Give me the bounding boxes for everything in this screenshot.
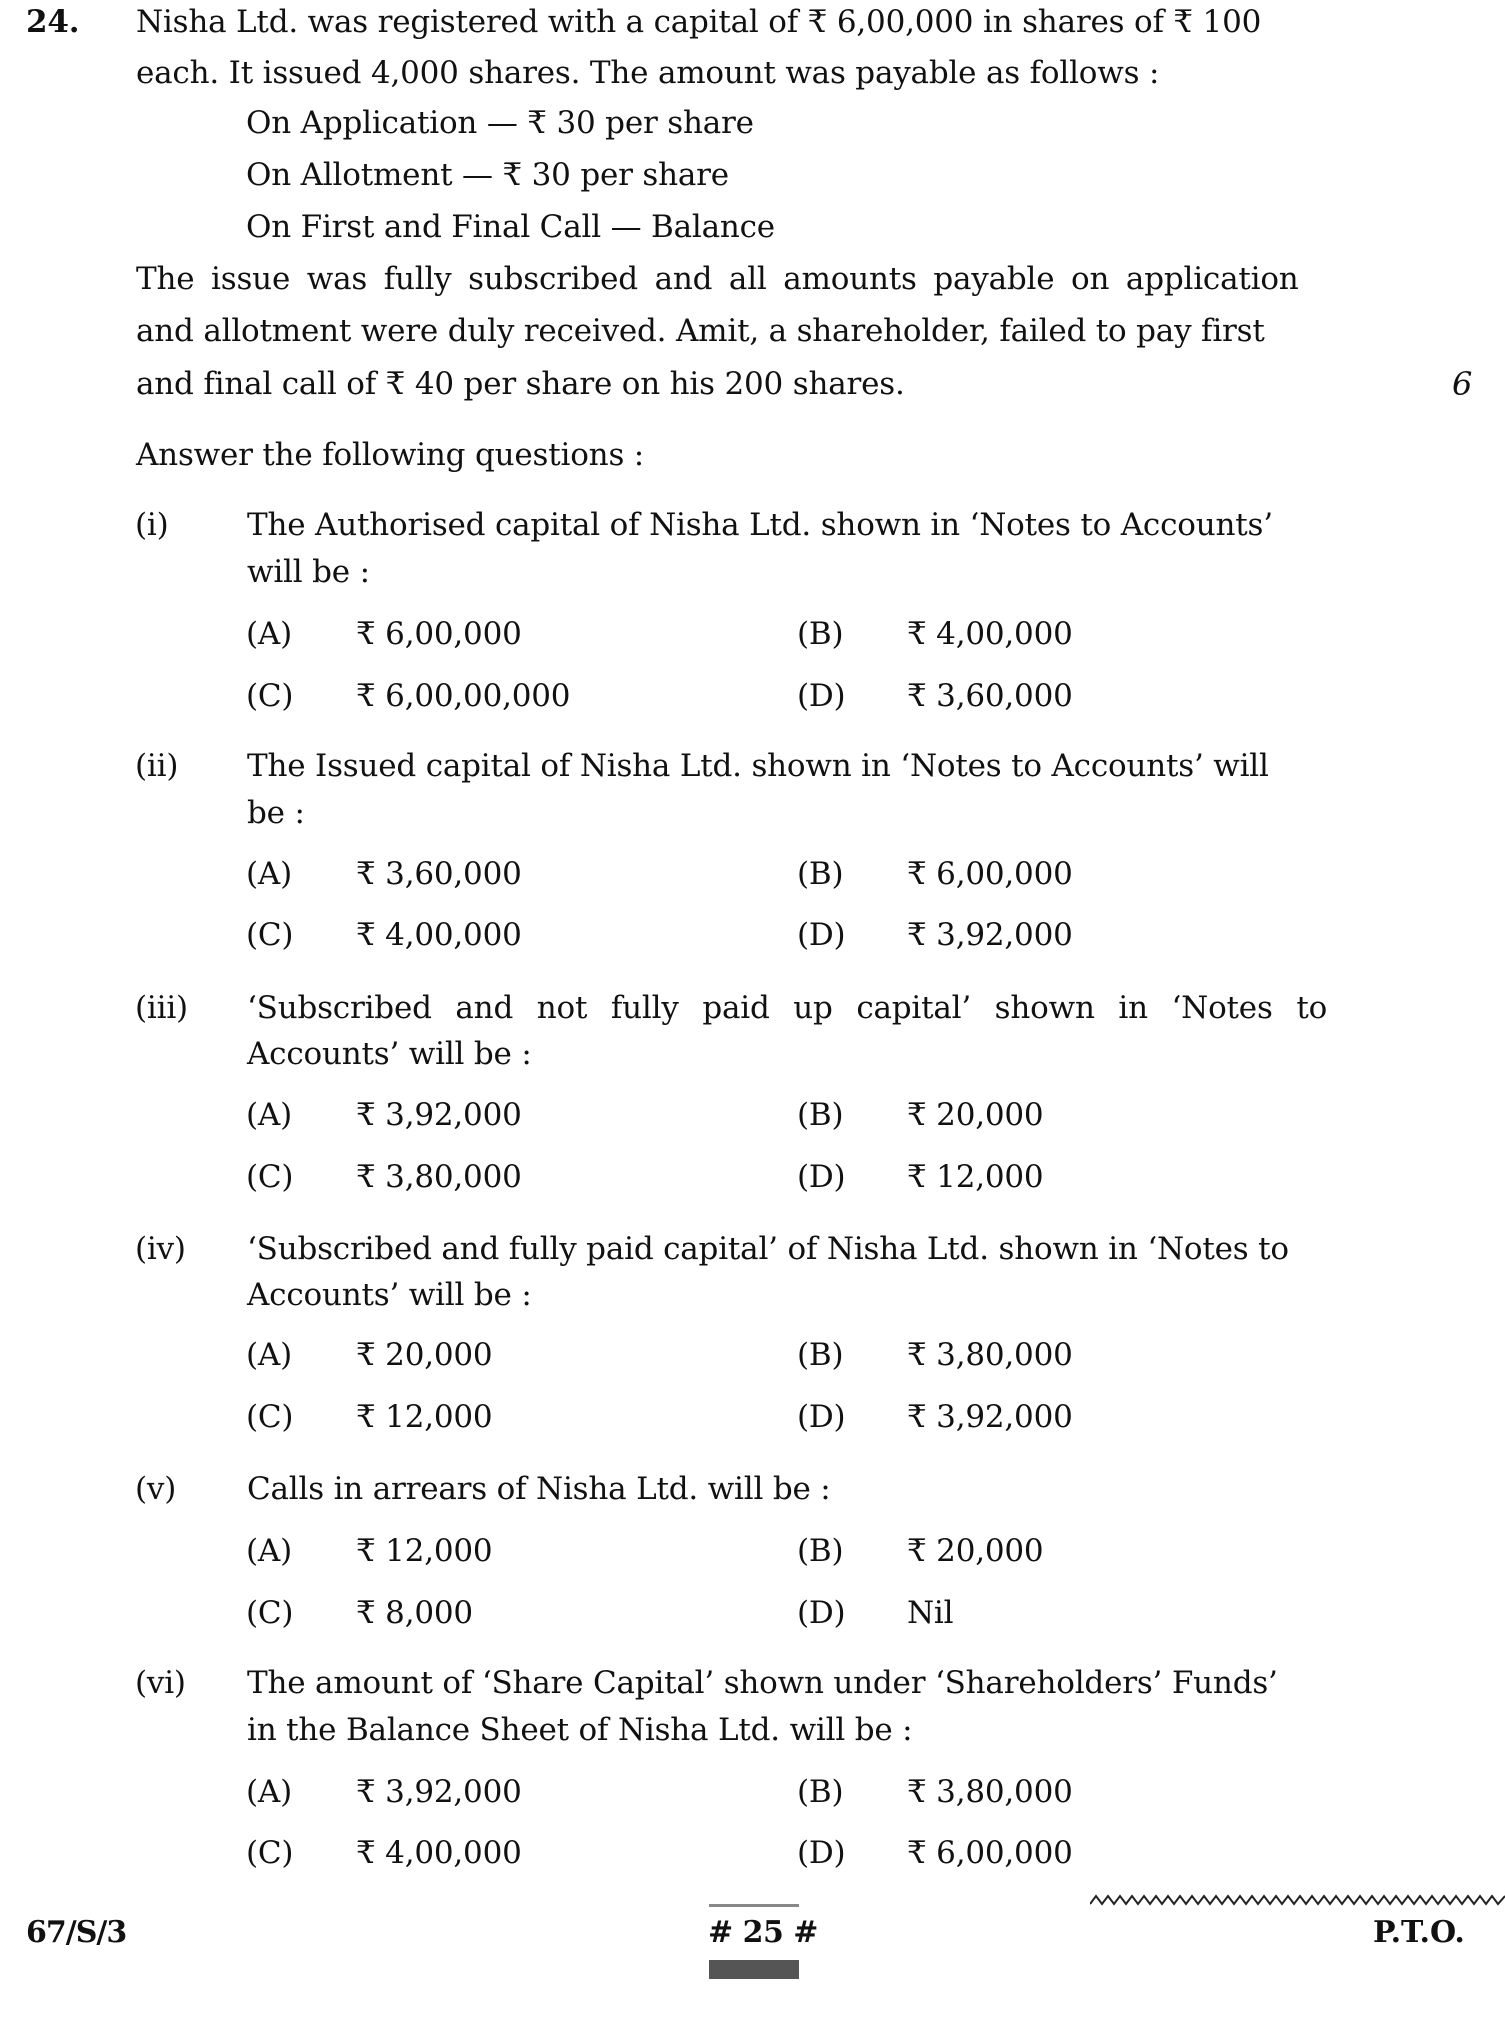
option-value[interactable]: ₹ 3,80,000: [356, 1159, 522, 1195]
subq-line: will be :: [247, 554, 370, 590]
subq-line: The amount of ‘Share Capital’ shown under ‘Shareholders’ Funds’: [247, 1665, 1278, 1701]
option-value[interactable]: ₹ 12,000: [356, 1399, 493, 1435]
subq-line: Accounts’ will be :: [247, 1036, 532, 1072]
subq-label: (vi): [135, 1665, 186, 1701]
option-label[interactable]: (A): [246, 856, 292, 892]
option-label[interactable]: (B): [797, 1533, 844, 1569]
page-number-rule: [709, 1904, 799, 1907]
subq-line: ‘Subscribed and not fully paid up capital’ shown in ‘Notes to: [247, 990, 1328, 1026]
option-value[interactable]: ₹ 3,80,000: [907, 1337, 1073, 1373]
option-label[interactable]: (B): [797, 856, 844, 892]
detail-line-2: and allotment were duly received. Amit, a shareholder, failed to pay first: [136, 313, 1265, 349]
paper-code: 67/S/3: [26, 1915, 127, 1950]
schedule-final-call: On First and Final Call — Balance: [246, 209, 775, 245]
option-value[interactable]: Nil: [907, 1595, 954, 1631]
question-number: 24.: [26, 4, 80, 40]
option-value[interactable]: ₹ 6,00,000: [907, 856, 1073, 892]
option-label[interactable]: (B): [797, 1337, 844, 1373]
option-value[interactable]: ₹ 3,92,000: [907, 917, 1073, 953]
option-label[interactable]: (C): [246, 917, 294, 953]
option-value[interactable]: ₹ 12,000: [907, 1159, 1044, 1195]
option-label[interactable]: (A): [246, 1533, 292, 1569]
subq-line: Accounts’ will be :: [247, 1277, 532, 1313]
option-label[interactable]: (A): [246, 1097, 292, 1133]
subq-line: be :: [247, 795, 305, 831]
option-label[interactable]: (A): [246, 616, 292, 652]
subq-label: (iv): [135, 1231, 186, 1267]
option-value[interactable]: ₹ 6,00,00,000: [356, 678, 571, 714]
option-value[interactable]: ₹ 3,60,000: [907, 678, 1073, 714]
option-label[interactable]: (D): [797, 1159, 846, 1195]
option-value[interactable]: ₹ 20,000: [907, 1533, 1044, 1569]
subq-label: (v): [135, 1471, 177, 1507]
option-label[interactable]: (C): [246, 678, 294, 714]
option-label[interactable]: (A): [246, 1774, 292, 1810]
zigzag-divider-icon: [1090, 1890, 1505, 1910]
option-label[interactable]: (C): [246, 1159, 294, 1195]
subq-line: in the Balance Sheet of Nisha Ltd. will be :: [247, 1712, 913, 1748]
detail-line-3: and final call of ₹ 40 per share on his 200 shares.: [136, 366, 905, 402]
subq-line: Calls in arrears of Nisha Ltd. will be :: [247, 1471, 831, 1507]
option-value[interactable]: ₹ 12,000: [356, 1533, 493, 1569]
option-value[interactable]: ₹ 3,92,000: [356, 1097, 522, 1133]
page-number: # 25 #: [708, 1915, 818, 1950]
pto-label: P.T.O.: [1373, 1915, 1465, 1950]
subq-line: The Issued capital of Nisha Ltd. shown in ‘Notes to Accounts’ will: [247, 748, 1269, 784]
option-label[interactable]: (D): [797, 1399, 846, 1435]
subq-line: The Authorised capital of Nisha Ltd. shown in ‘Notes to Accounts’: [247, 507, 1273, 543]
option-label[interactable]: (C): [246, 1835, 294, 1871]
schedule-allotment: On Allotment — ₹ 30 per share: [246, 157, 729, 193]
option-label[interactable]: (C): [246, 1399, 294, 1435]
option-value[interactable]: ₹ 3,60,000: [356, 856, 522, 892]
option-value[interactable]: ₹ 4,00,000: [356, 1835, 522, 1871]
option-value[interactable]: ₹ 4,00,000: [356, 917, 522, 953]
option-label[interactable]: (D): [797, 678, 846, 714]
stem-text: Nisha Ltd. was registered with a capital of ₹ 6,00,000 in shares of ₹ 100: [136, 4, 1262, 40]
option-value[interactable]: ₹ 8,000: [356, 1595, 473, 1631]
subq-line: ‘Subscribed and fully paid capital’ of Nisha Ltd. shown in ‘Notes to: [247, 1231, 1289, 1267]
question-stem-line-2: each. It issued 4,000 shares. The amount was payable as follows :: [136, 55, 1160, 91]
option-value[interactable]: ₹ 6,00,000: [356, 616, 522, 652]
schedule-application: On Application — ₹ 30 per share: [246, 105, 754, 141]
instruction: Answer the following questions :: [136, 437, 645, 473]
option-label[interactable]: (A): [246, 1337, 292, 1373]
option-value[interactable]: ₹ 20,000: [356, 1337, 493, 1373]
option-label[interactable]: (D): [797, 917, 846, 953]
option-value[interactable]: ₹ 6,00,000: [907, 1835, 1073, 1871]
option-value[interactable]: ₹ 3,92,000: [907, 1399, 1073, 1435]
option-value[interactable]: ₹ 3,92,000: [356, 1774, 522, 1810]
option-value[interactable]: ₹ 3,80,000: [907, 1774, 1073, 1810]
option-label[interactable]: (D): [797, 1595, 846, 1631]
marks: 6: [1452, 365, 1473, 403]
page-number-bar: [709, 1960, 799, 1979]
option-label[interactable]: (B): [797, 1774, 844, 1810]
option-label[interactable]: (B): [797, 1097, 844, 1133]
option-value[interactable]: ₹ 4,00,000: [907, 616, 1073, 652]
option-value[interactable]: ₹ 20,000: [907, 1097, 1044, 1133]
subq-label: (i): [135, 507, 169, 543]
detail-line-1: The issue was fully subscribed and all amounts payable on application: [136, 261, 1299, 297]
question-stem-line-1: [136, 2, 1390, 42]
option-label[interactable]: (B): [797, 616, 844, 652]
subq-label: (ii): [135, 748, 179, 784]
subq-label: (iii): [135, 990, 188, 1026]
option-label[interactable]: (C): [246, 1595, 294, 1631]
option-label[interactable]: (D): [797, 1835, 846, 1871]
